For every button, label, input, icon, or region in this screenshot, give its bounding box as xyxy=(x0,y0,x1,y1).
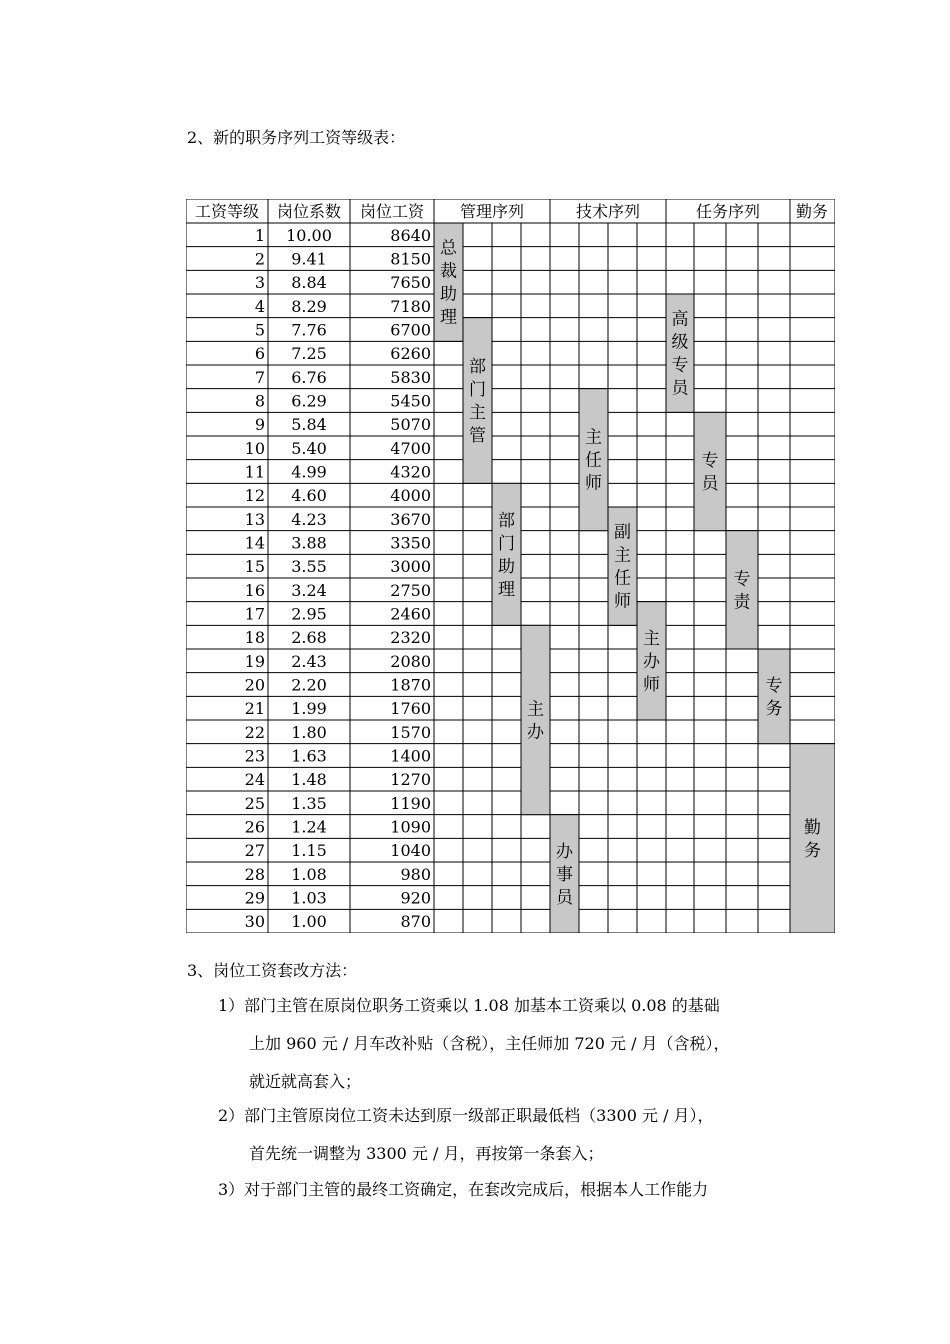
cell-coefficient: 1.48 xyxy=(291,770,327,790)
band-专责 xyxy=(726,531,758,649)
band-主办 xyxy=(521,625,550,814)
cell-coefficient: 1.80 xyxy=(291,722,327,742)
band-label-char: 副 xyxy=(614,522,631,543)
band-label-char: 员 xyxy=(701,474,719,494)
cell-salary: 2320 xyxy=(390,628,431,648)
cell-salary: 1570 xyxy=(390,722,431,742)
band-label-char: 助 xyxy=(440,284,457,305)
band-label-char: 管 xyxy=(469,426,486,446)
cell-grade: 6 xyxy=(254,344,265,364)
header-工资等级: 工资等级 xyxy=(194,202,260,221)
cell-salary: 1040 xyxy=(390,841,431,861)
cell-coefficient: 1.00 xyxy=(291,912,327,932)
cell-coefficient: 2.43 xyxy=(291,651,327,671)
cell-grade: 27 xyxy=(244,841,265,861)
cell-salary: 1270 xyxy=(390,770,431,790)
band-label-char: 裁 xyxy=(440,261,457,282)
method-line-1: 1）部门主管在原岗位职务工资乘以 1.08 加基本工资乘以 0.08 的基础 xyxy=(218,996,720,1015)
band-label-char: 级 xyxy=(671,332,689,353)
cell-coefficient: 5.84 xyxy=(291,415,327,435)
cell-grade: 20 xyxy=(244,675,265,695)
cell-grade: 26 xyxy=(244,817,265,837)
cell-grade: 3 xyxy=(254,273,265,293)
band-label-char: 助 xyxy=(498,556,515,577)
header-岗位系数: 岗位系数 xyxy=(276,202,342,221)
header-任务序列: 任务序列 xyxy=(695,202,761,221)
cell-grade: 22 xyxy=(244,722,265,742)
cell-grade: 12 xyxy=(244,486,265,506)
cell-coefficient: 8.84 xyxy=(291,273,327,293)
method-line-5: 首先统一调整为 3300 元 / 月，再按第一条套入； xyxy=(249,1144,604,1163)
cell-salary: 7650 xyxy=(390,273,431,293)
cell-grade: 29 xyxy=(244,888,265,908)
cell-grade: 9 xyxy=(254,415,265,435)
cell-salary: 1400 xyxy=(390,746,431,766)
cell-salary: 5830 xyxy=(390,367,431,387)
cell-salary: 2460 xyxy=(390,604,431,624)
cell-coefficient: 2.95 xyxy=(291,604,327,624)
band-label-char: 任 xyxy=(614,568,631,589)
cell-coefficient: 1.15 xyxy=(291,841,327,861)
cell-grade: 1 xyxy=(254,225,265,245)
section-3-title: 3、岗位工资套改方法： xyxy=(187,961,358,980)
cell-coefficient: 1.35 xyxy=(291,793,327,813)
cell-salary: 4320 xyxy=(390,462,431,482)
cell-salary: 5450 xyxy=(390,391,431,411)
band-label-char: 部 xyxy=(498,510,515,531)
cell-salary: 8150 xyxy=(390,249,431,269)
cell-salary: 3670 xyxy=(390,509,431,529)
band-label-char: 主 xyxy=(469,403,486,423)
cell-grade: 18 xyxy=(244,628,265,648)
cell-coefficient: 1.24 xyxy=(291,817,327,837)
cell-grade: 5 xyxy=(254,320,265,340)
cell-coefficient: 3.24 xyxy=(291,580,327,600)
cell-grade: 25 xyxy=(244,793,265,813)
band-label-char: 师 xyxy=(585,473,602,494)
band-label-char: 员 xyxy=(556,887,573,908)
cell-salary: 1190 xyxy=(390,793,431,813)
band-label-char: 责 xyxy=(733,592,751,613)
band-label-char: 理 xyxy=(498,579,515,600)
cell-coefficient: 1.08 xyxy=(291,864,327,884)
cell-coefficient: 3.88 xyxy=(291,533,327,553)
cell-grade: 13 xyxy=(244,509,265,529)
cell-grade: 28 xyxy=(244,864,265,884)
cell-coefficient: 7.76 xyxy=(291,320,327,340)
cell-grade: 16 xyxy=(244,580,265,600)
band-label-char: 师 xyxy=(643,674,660,695)
band-label-char: 勤 xyxy=(804,817,821,838)
band-专务 xyxy=(758,649,790,744)
method-line-4: 2）部门主管原岗位工资未达到原一级部正职最低档（3300 元 / 月）， xyxy=(218,1106,714,1125)
band-label-char: 务 xyxy=(765,698,783,719)
cell-coefficient: 2.20 xyxy=(291,675,327,695)
cell-grade: 8 xyxy=(254,391,265,411)
cell-grade: 21 xyxy=(244,699,265,719)
cell-salary: 8640 xyxy=(390,225,431,245)
header-岗位工资: 岗位工资 xyxy=(359,202,425,221)
cell-grade: 14 xyxy=(244,533,265,553)
band-label-char: 理 xyxy=(440,307,457,328)
band-label-char: 高 xyxy=(671,309,689,330)
cell-coefficient: 4.23 xyxy=(291,509,327,529)
band-label-char: 师 xyxy=(614,591,631,612)
cell-salary: 3000 xyxy=(390,557,431,577)
band-label-char: 事 xyxy=(556,864,573,885)
cell-coefficient: 5.40 xyxy=(291,438,327,458)
cell-salary: 6700 xyxy=(390,320,431,340)
header-管理序列: 管理序列 xyxy=(459,202,525,221)
cell-grade: 4 xyxy=(254,296,265,316)
header-技术序列: 技术序列 xyxy=(575,202,641,221)
cell-salary: 980 xyxy=(400,864,431,884)
cell-coefficient: 4.99 xyxy=(291,462,327,482)
band-勤务 xyxy=(790,744,835,933)
cell-salary: 4700 xyxy=(390,438,431,458)
band-label-char: 主 xyxy=(614,545,631,566)
band-部门助理 xyxy=(492,483,521,625)
cell-grade: 7 xyxy=(254,367,265,387)
cell-salary: 920 xyxy=(400,888,431,908)
header-勤务: 勤务 xyxy=(795,202,829,221)
cell-grade: 23 xyxy=(244,746,265,766)
band-label-char: 门 xyxy=(469,380,486,400)
cell-coefficient: 6.76 xyxy=(291,367,327,387)
cell-salary: 870 xyxy=(400,912,431,932)
band-label-char: 专 xyxy=(701,451,719,471)
band-label-char: 主 xyxy=(527,699,544,720)
band-label-char: 办 xyxy=(556,841,573,862)
cell-salary: 1760 xyxy=(390,699,431,719)
band-部门主管 xyxy=(463,318,492,484)
cell-coefficient: 8.29 xyxy=(291,296,327,316)
cell-salary: 4000 xyxy=(390,486,431,506)
cell-coefficient: 10.00 xyxy=(286,225,332,245)
method-line-6: 3）对于部门主管的最终工资确定，在套改完成后，根据本人工作能力 xyxy=(218,1180,709,1199)
band-label-char: 员 xyxy=(671,378,689,399)
cell-salary: 1870 xyxy=(390,675,431,695)
cell-salary: 1090 xyxy=(390,817,431,837)
band-label-char: 任 xyxy=(585,450,602,471)
cell-grade: 17 xyxy=(244,604,265,624)
cell-salary: 2750 xyxy=(390,580,431,600)
method-line-3: 就近就高套入； xyxy=(249,1072,362,1091)
cell-salary: 7180 xyxy=(390,296,431,316)
cell-coefficient: 1.63 xyxy=(291,746,327,766)
band-label-char: 总 xyxy=(440,238,457,259)
cell-salary: 6260 xyxy=(390,344,431,364)
band-label-char: 办 xyxy=(643,651,660,672)
cell-coefficient: 7.25 xyxy=(291,344,327,364)
cell-coefficient: 9.41 xyxy=(291,249,327,269)
cell-grade: 19 xyxy=(244,651,265,671)
band-label-char: 主 xyxy=(643,628,660,649)
cell-grade: 30 xyxy=(244,912,265,932)
band-label-char: 专 xyxy=(733,569,751,590)
band-label-char: 办 xyxy=(527,722,544,743)
cell-grade: 15 xyxy=(244,557,265,577)
cell-grade: 24 xyxy=(244,770,265,790)
band-label-char: 主 xyxy=(585,427,602,448)
band-label-char: 专 xyxy=(765,675,783,696)
cell-salary: 5070 xyxy=(390,415,431,435)
band-专员 xyxy=(694,412,726,530)
cell-grade: 11 xyxy=(244,462,265,482)
method-line-2: 上加 960 元 / 月车改补贴（含税），主任师加 720 元 / 月（含税）， xyxy=(249,1034,730,1053)
cell-coefficient: 3.55 xyxy=(291,557,327,577)
band-label-char: 务 xyxy=(804,840,821,861)
cell-grade: 10 xyxy=(244,438,265,458)
band-label-char: 部 xyxy=(469,357,486,377)
cell-coefficient: 1.99 xyxy=(291,699,327,719)
section-2-title: 2、新的职务序列工资等级表： xyxy=(187,128,406,147)
cell-coefficient: 2.68 xyxy=(291,628,327,648)
band-label-char: 专 xyxy=(671,355,689,376)
cell-coefficient: 4.60 xyxy=(291,486,327,506)
cell-salary: 3350 xyxy=(390,533,431,553)
cell-coefficient: 1.03 xyxy=(291,888,327,908)
cell-grade: 2 xyxy=(254,249,265,269)
salary-grade-table xyxy=(186,199,835,933)
cell-coefficient: 6.29 xyxy=(291,391,327,411)
cell-salary: 2080 xyxy=(390,651,431,671)
band-label-char: 门 xyxy=(498,533,515,554)
